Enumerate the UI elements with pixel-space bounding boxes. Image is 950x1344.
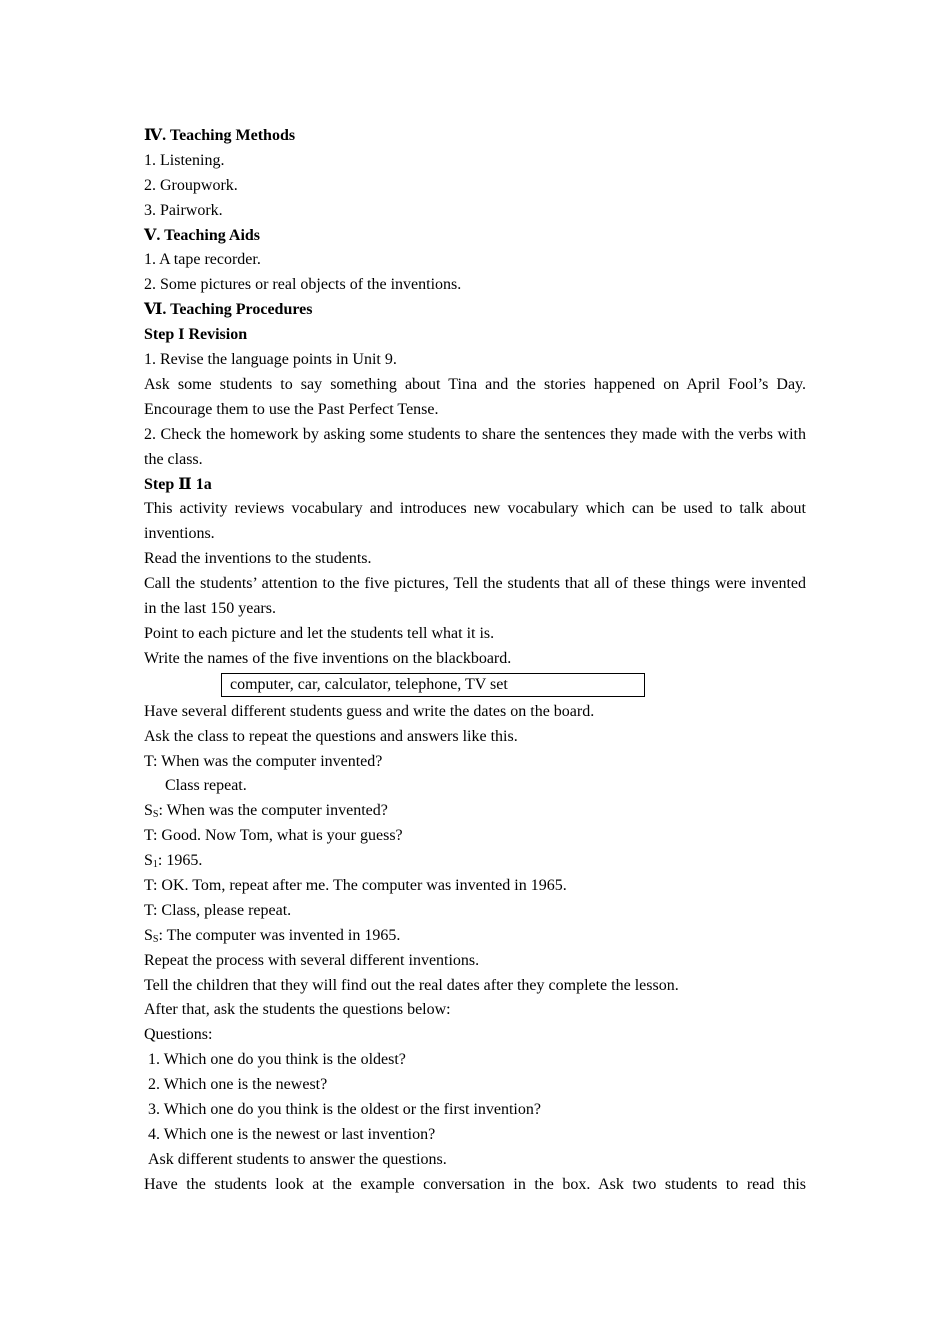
- dialogue-line: T: OK. Tom, repeat after me. The computer was invented in 1965.: [144, 876, 567, 894]
- dialogue-line: T: When was the computer invented?: [144, 752, 383, 770]
- step2-paragraph: Read the inventions to the students.: [144, 550, 372, 568]
- speaker-subscript: S: [152, 809, 159, 821]
- step1-paragraph: 1. Revise the language points in Unit 9.: [144, 351, 397, 369]
- dialogue-line: T: Class, please repeat.: [144, 901, 292, 919]
- step2-paragraph: Call the students’ attention to the five pictures, Tell the students that all of these things were invented in the last 150 years.: [144, 575, 806, 618]
- step2-paragraph: Have several different students guess and write the dates on the board.: [144, 702, 595, 720]
- dialogue-text: : 1965.: [157, 852, 203, 870]
- question-item: 3. Which one do you think is the oldest or the first invention?: [148, 1100, 541, 1118]
- question-item: 1. Which one do you think is the oldest?: [148, 1051, 406, 1069]
- after-paragraph: Have the students look at the example conversation in the box. Ask two students to read this: [144, 1175, 806, 1193]
- heading-step1: Step I Revision: [144, 326, 248, 344]
- dialogue-line: [144, 924, 806, 949]
- after-paragraph: After that, ask the students the questions below:: [144, 1001, 451, 1019]
- inventions-box: computer, car, calculator, telephone, TV set: [221, 673, 645, 697]
- step2-paragraph: Point to each picture and let the students tell what it is.: [144, 624, 495, 642]
- after-paragraph: Tell the children that they will find out the real dates after they complete the lesson.: [144, 976, 679, 994]
- speaker-subscript: 1: [152, 859, 158, 871]
- dialogue-line: Class repeat.: [165, 777, 247, 795]
- method-item: 3. Pairwork.: [144, 201, 223, 219]
- step1-paragraph: 2. Check the homework by asking some students to share the sentences they made with the verbs with the class.: [144, 425, 806, 468]
- step2-paragraph: This activity reviews vocabulary and introduces new vocabulary which can be used to talk about inventions.: [144, 500, 806, 543]
- dialogue-text: : The computer was invented in 1965.: [158, 926, 401, 944]
- aid-item: 2. Some pictures or real objects of the inventions.: [144, 276, 462, 294]
- heading-teaching-aids: Ⅴ. Teaching Aids: [144, 226, 261, 244]
- speaker-label: S: [144, 802, 153, 820]
- step2-paragraph: Ask the class to repeat the questions and answers like this.: [144, 727, 518, 745]
- dialogue-line: [144, 849, 806, 874]
- questions-label: Questions:: [144, 1026, 213, 1044]
- step2-paragraph: Write the names of the five inventions on the blackboard.: [144, 649, 512, 667]
- inventions-box-row: [144, 672, 806, 700]
- document-body: [144, 124, 806, 1198]
- dialogue-text: : When was the computer invented?: [158, 802, 388, 820]
- step1-paragraph: Ask some students to say something about Tina and the stories happened on April Fool’s Day. Encourage them to use the Past Perfect Tense.: [144, 375, 806, 418]
- after-paragraph: Ask different students to answer the questions.: [148, 1150, 447, 1168]
- heading-teaching-methods: Ⅳ. Teaching Methods: [144, 127, 296, 144]
- aid-item: 1. A tape recorder.: [144, 251, 261, 269]
- after-paragraph: Repeat the process with several different inventions.: [144, 951, 480, 969]
- speaker-label: S: [144, 926, 153, 944]
- method-item: 1. Listening.: [144, 151, 225, 169]
- dialogue-line: [144, 799, 806, 824]
- question-item: 4. Which one is the newest or last invention?: [148, 1125, 436, 1143]
- heading-teaching-procedures: Ⅵ. Teaching Procedures: [144, 301, 313, 319]
- speaker-label: S: [144, 852, 153, 870]
- method-item: 2. Groupwork.: [144, 176, 238, 194]
- heading-step2: Step Ⅱ 1a: [144, 475, 212, 493]
- dialogue-line: T: Good. Now Tom, what is your guess?: [144, 827, 403, 845]
- speaker-subscript: S: [152, 933, 159, 945]
- question-item: 2. Which one is the newest?: [148, 1076, 328, 1094]
